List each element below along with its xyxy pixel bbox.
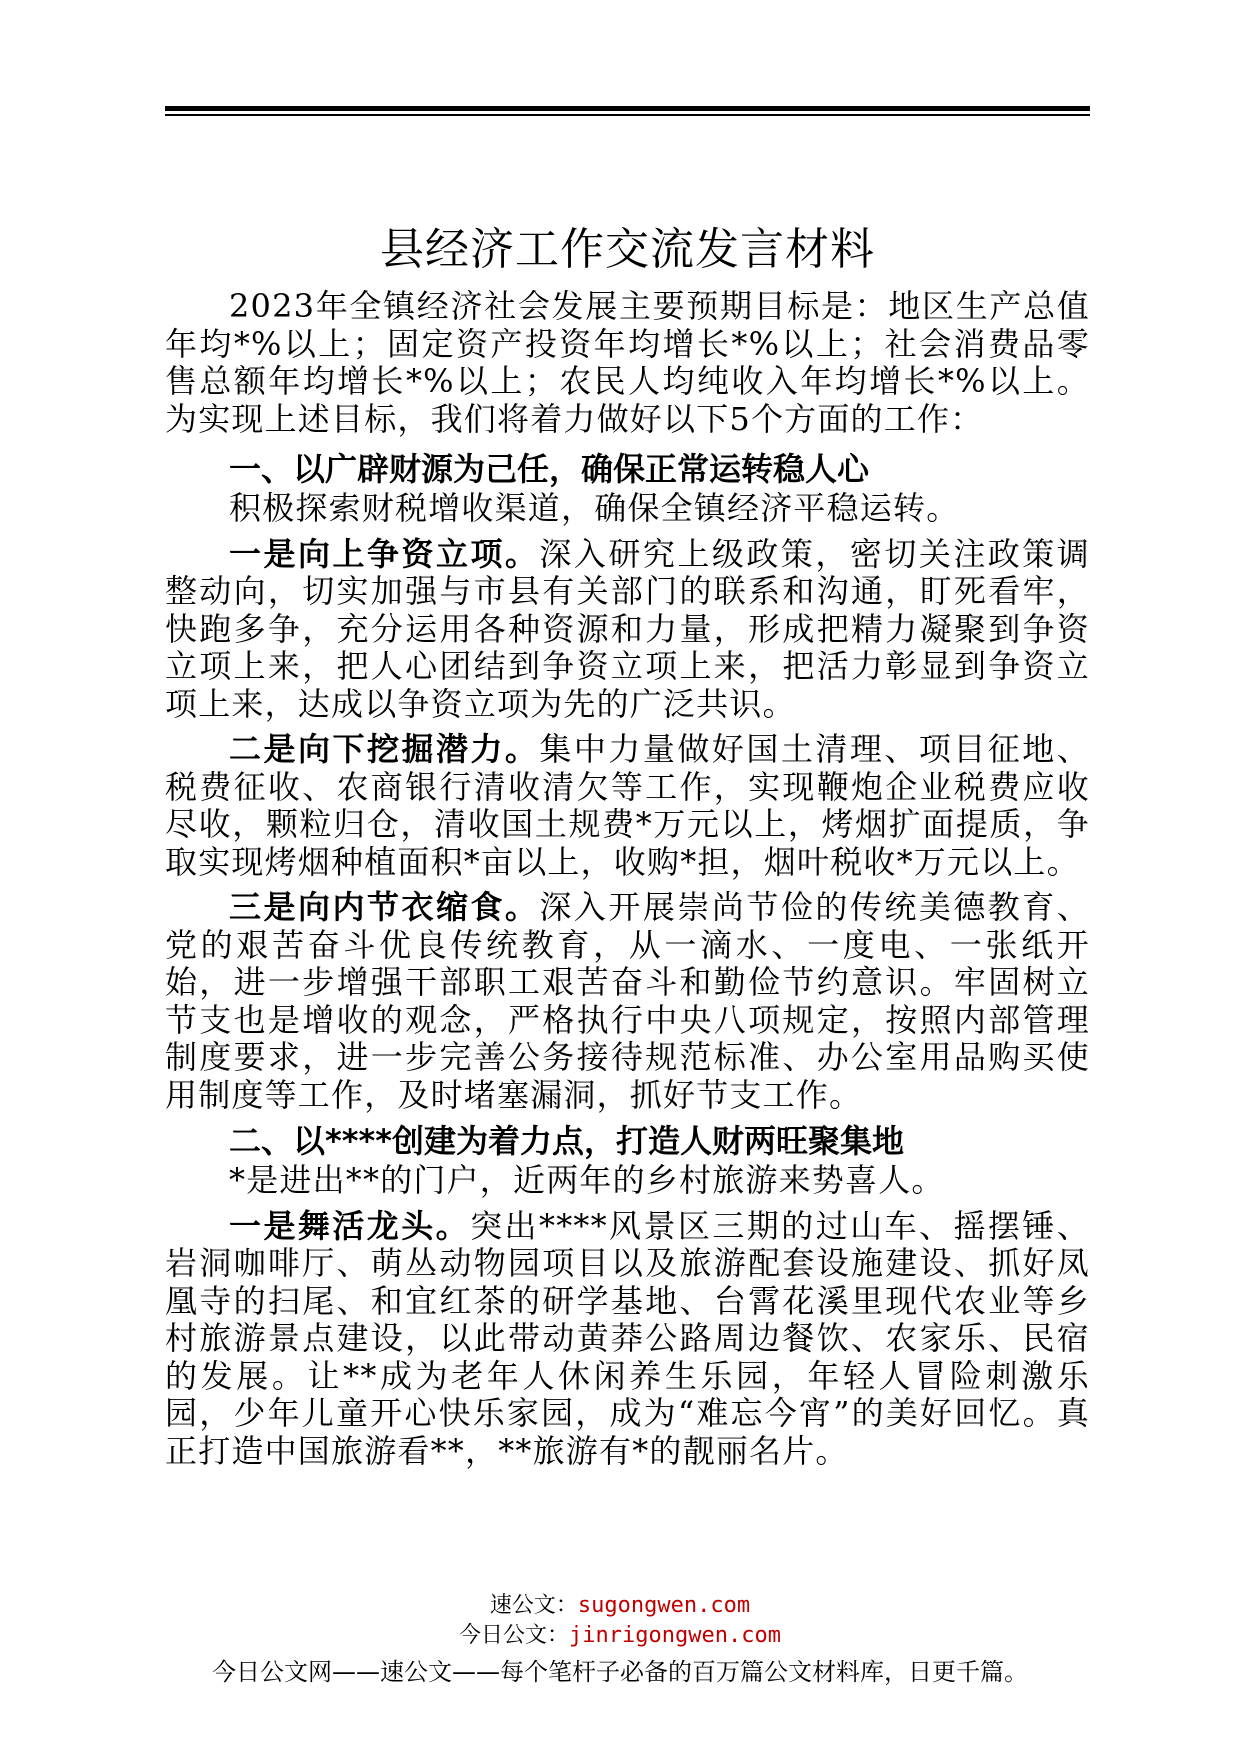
section-2-heading: 二、以****创建为着力点，打造人财两旺聚集地 [229, 1122, 904, 1160]
footer-label: 速公文： [489, 1593, 578, 1618]
section-1-item-1 [165, 536, 1090, 724]
footer-jinrigongwen [0, 1618, 1240, 1649]
item-text: 集中力量做好国土清理、项目征地、税费征收、农商银行清收清欠等工作，实现鞭炮企业税费应收尽收，颗粒归仓，清收国土规费*万元以上，烤烟扩面提质，争取实现烤烟种植面积*亩以上，收购*担，烟叶税收*万元以上。 [165, 730, 1090, 881]
item-text: 深入开展崇尚节俭的传统美德教育、党的艰苦奋斗优良传统教育，从一滴水、一度电、一张纸开始，进一步增强干部职工艰苦奋斗和勤俭节约意识。牢固树立节支也是增收的观念，严格执行中央八项规定，按照内部管理制度要求，进一步完善公务接待规范标准、办公室用品购买使用制度等工作，及时堵塞漏洞，抓好节支工作。 [165, 888, 1090, 1114]
header-rule-thin [165, 114, 1090, 116]
section-1-item-3 [165, 889, 1090, 1114]
footer-link-sugongwen[interactable]: sugongwen.com [577, 1593, 751, 1618]
footer-label: 今日公文： [459, 1623, 570, 1648]
section-1-item-2 [165, 731, 1090, 881]
section-1-intro: 积极探索财税增收渠道，确保全镇经济平稳运转。 [229, 489, 960, 527]
document-title: 县经济工作交流发言材料 [380, 224, 875, 275]
item-text: 深入研究上级政策，密切关注政策调整动向，切实加强与市县有关部门的联系和沟通，盯死看牢，快跑多争，充分运用各种资源和力量，形成把精力凝聚到争资立项上来，把人心团结到争资立项上来，把活力彰显到争资立项上来，达成以争资立项为先的广泛共识。 [165, 534, 1090, 723]
footer-link-jinrigongwen[interactable]: jinrigongwen.com [569, 1623, 781, 1648]
item-lead: 三是向内节衣缩食。 [229, 888, 540, 926]
section-2-intro: *是进出**的门户，近两年的乡村旅游来势喜人。 [229, 1161, 945, 1199]
section-2-item-1 [165, 1208, 1090, 1471]
document-body [165, 284, 1090, 1470]
intro-paragraph: 2023年全镇经济社会发展主要预期目标是：地区生产总值年均*%以上；固定资产投资年均增长*%以上；社会消费品零售总额年均增长*%以上；农民人均纯收入年均增长*%以上。为实现上述目标，我们将着力做好以下5个方面的工作： [165, 287, 1090, 438]
item-lead: 二是向下挖掘潜力。 [229, 730, 540, 768]
footer-tagline: 今日公文网——速公文——每个笔杆子必备的百万篇公文材料库，日更千篇。 [212, 1658, 1028, 1686]
item-text: 突出****风景区三期的过山车、摇摆锤、岩洞咖啡厅、萌丛动物园项目以及旅游配套设施建设、抓好凤凰寺的扫尾、和宜红茶的研学基地、台霄花溪里现代农业等乡村旅游景点建设，以此带动黄莽公路周边餐饮、农家乐、民宿的发展。让**成为老年人休闲养生乐园，年轻人冒险刺激乐园，少年儿童开心快乐家园，成为“难忘今宵”的美好回忆。真正打造中国旅游看**，**旅游有*的靓丽名片。 [165, 1206, 1090, 1470]
header-rule-thick [165, 106, 1090, 111]
footer-sugongwen [0, 1588, 1240, 1619]
section-1-heading: 一、以广辟财源为己任，确保正常运转稳人心 [229, 450, 870, 488]
item-lead: 一是向上争资立项。 [229, 534, 540, 573]
item-lead: 一是舞活龙头。 [229, 1206, 471, 1245]
